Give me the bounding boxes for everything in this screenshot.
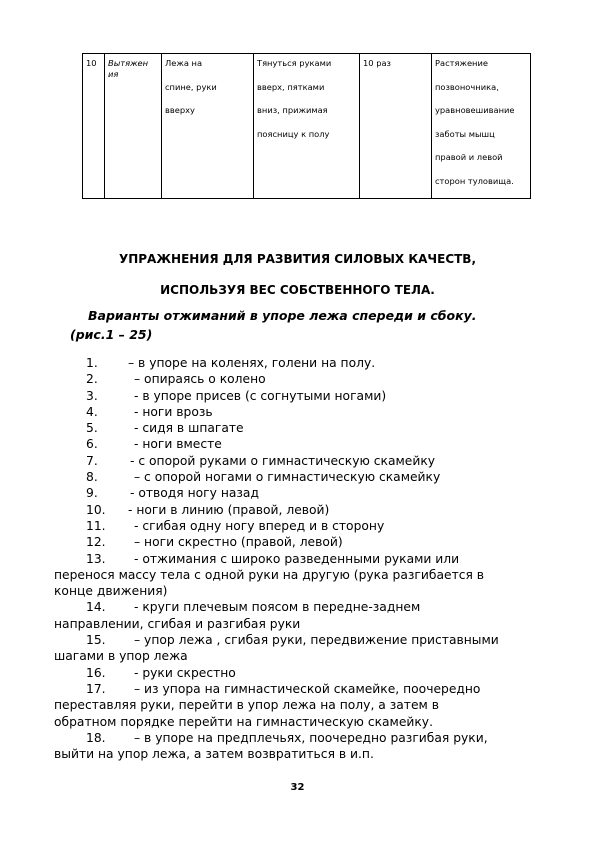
cell-number: 10 — [86, 58, 97, 68]
list-item: 13. - отжимания с широко разведенными руками или — [86, 551, 460, 566]
list-item-continuation: направлении, сгибая и разгибая руки — [54, 616, 301, 631]
table-border — [359, 53, 360, 199]
list-item: 8. – с опорой ногами о гимнастическую скамейку — [86, 470, 441, 485]
list-item: 10. - ноги в линию (правой, левой) — [86, 502, 330, 517]
exercise-list — [54, 355, 556, 762]
cell-starting-position: Лежа на спине, руки вверху — [165, 58, 217, 115]
section-heading-line-2: ИСПОЛЬЗУЯ ВЕС СОБСТВЕННОГО ТЕЛА. — [160, 283, 435, 297]
subheading-line-1: Варианты отжиманий в упоре лежа спереди и сбоку. — [88, 308, 477, 323]
list-item-continuation: переставляя руки, перейти в упор лежа на полу, а затем в — [54, 698, 439, 713]
subheading-line-2: (рис.1 – 25) — [70, 327, 153, 342]
table-border — [161, 53, 162, 199]
table-border — [82, 53, 83, 199]
list-item: 11. - сгибая одну ногу вперед и в сторону — [86, 518, 385, 533]
list-item: 9. - отводя ногу назад — [86, 486, 259, 501]
list-item: 12. – ноги скрестно (правой, левой) — [86, 535, 343, 550]
table-border — [104, 53, 105, 199]
list-item: 15. – упор лежа , сгибая руки, передвижение приставными — [86, 633, 499, 648]
exercise-table — [82, 53, 531, 199]
cell-effect: Растяжение позвоночника, уравновешивание заботы мышц правой и левой сторон туловища. — [435, 58, 515, 186]
list-item-continuation: обратном порядке перейти на гимнастическую скамейку. — [54, 714, 433, 729]
list-item: 7. - с опорой руками о гимнастическую скамейку — [86, 453, 436, 468]
list-item: 1. – в упоре на коленях, голени на полу. — [86, 356, 376, 370]
list-item: 2. – опираясь о колено — [86, 372, 266, 387]
table-bottom-border — [82, 198, 531, 199]
list-item: 3. - в упоре присев (с согнутыми ногами) — [86, 388, 387, 403]
list-item-continuation: шагами в упор лежа — [54, 649, 188, 664]
table-border — [530, 53, 531, 199]
table-border — [431, 53, 432, 199]
cell-description: Тянуться руками вверх, пятками вниз, прижимая поясницу к полу — [257, 58, 332, 139]
list-item-continuation: конце движения) — [54, 584, 168, 599]
table-border — [253, 53, 254, 199]
cell-dosage: 10 раз — [363, 58, 391, 68]
page-number: 32 — [290, 782, 305, 793]
cell-exercise-name: Вытяжен ия — [108, 58, 149, 79]
list-item: 16. - руки скрестно — [86, 665, 236, 680]
section-heading-line-1: УПРАЖНЕНИЯ ДЛЯ РАЗВИТИЯ СИЛОВЫХ КАЧЕСТВ, — [118, 252, 477, 266]
list-item: 18. – в упоре на предплечьях, поочередно разгибая руки, — [86, 730, 488, 745]
list-item: 5. - сидя в шпагате — [86, 421, 244, 436]
list-item: 6. - ноги вместе — [86, 437, 222, 452]
list-item: 17. – из упора на гимнастической скамейке, поочередно — [86, 681, 481, 696]
list-item-continuation: перенося массу тела с одной руки на другую (рука разгибается в — [54, 567, 485, 582]
list-item: 4. - ноги врозь — [86, 404, 213, 419]
list-item-continuation: выйти на упор лежа, а затем возвратиться в и.п. — [54, 747, 374, 762]
list-item: 14. - круги плечевым поясом в передне-заднем — [86, 600, 421, 615]
